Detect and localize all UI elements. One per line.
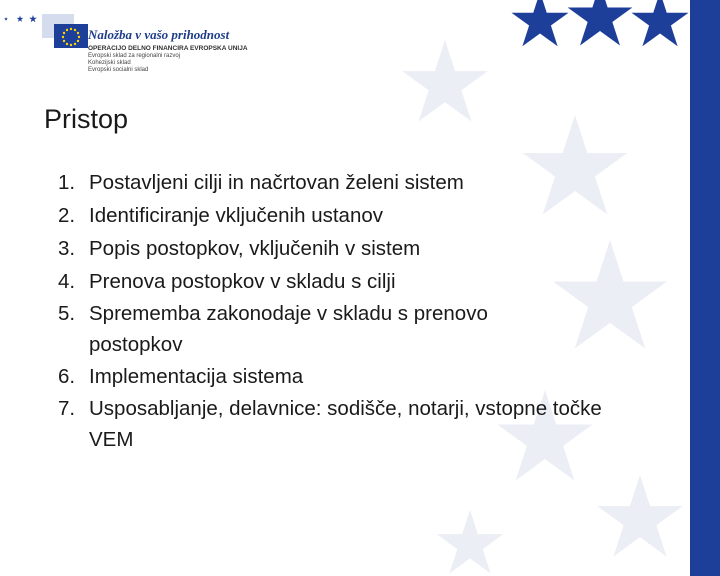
list-item-text: Prenova postopkov v skladu s cilji (89, 270, 396, 293)
list-item (58, 199, 658, 232)
list-item-number: 3. (58, 237, 76, 260)
list-item-number: 1. (58, 171, 76, 194)
list-item-text: Postavljeni cilji in načrtovan želeni sistem (89, 171, 464, 194)
logo-text (88, 28, 248, 74)
list-item-text: Implementacija sistema (89, 365, 304, 388)
logo-fund-3: Evropski socialni sklad (88, 67, 149, 73)
list-item-number: 6. (58, 365, 76, 388)
list-item-text: Popis postopkov, vključenih v sistem (89, 237, 421, 260)
list-item-number: 4. (58, 270, 76, 293)
approach-list (58, 166, 658, 455)
list-item (58, 166, 658, 199)
eu-flag-icon (42, 14, 88, 48)
logo-fund-1: Evropski sklad za regionalni razvoj (88, 53, 181, 59)
list-item (58, 393, 658, 455)
logo-title: Naložba v vašo prihodnost (88, 27, 230, 42)
list-item-number: 7. (58, 397, 76, 420)
list-item-number: 2. (58, 204, 76, 227)
list-item-text: Sprememba zakonodaje v skladu s prenovo postopkov (89, 302, 488, 356)
slide-title: Pristop (44, 104, 129, 134)
list-item (58, 298, 658, 360)
logo-operation-text: OPERACIJO DELNO FINANCIRA EVROPSKA UNIJA (88, 45, 248, 52)
right-accent-bar (690, 0, 720, 576)
logo-fund-2: Kohezijski sklad (88, 60, 131, 66)
list-item-text: Usposabljanje, delavnice: sodišče, notarji, vstopne točke VEM (89, 397, 602, 451)
list-item (58, 232, 658, 265)
list-item-number: 5. (58, 302, 76, 325)
list-item-text: Identificiranje vključenih ustanov (89, 204, 383, 227)
list-item (58, 360, 658, 393)
list-item (58, 265, 658, 298)
